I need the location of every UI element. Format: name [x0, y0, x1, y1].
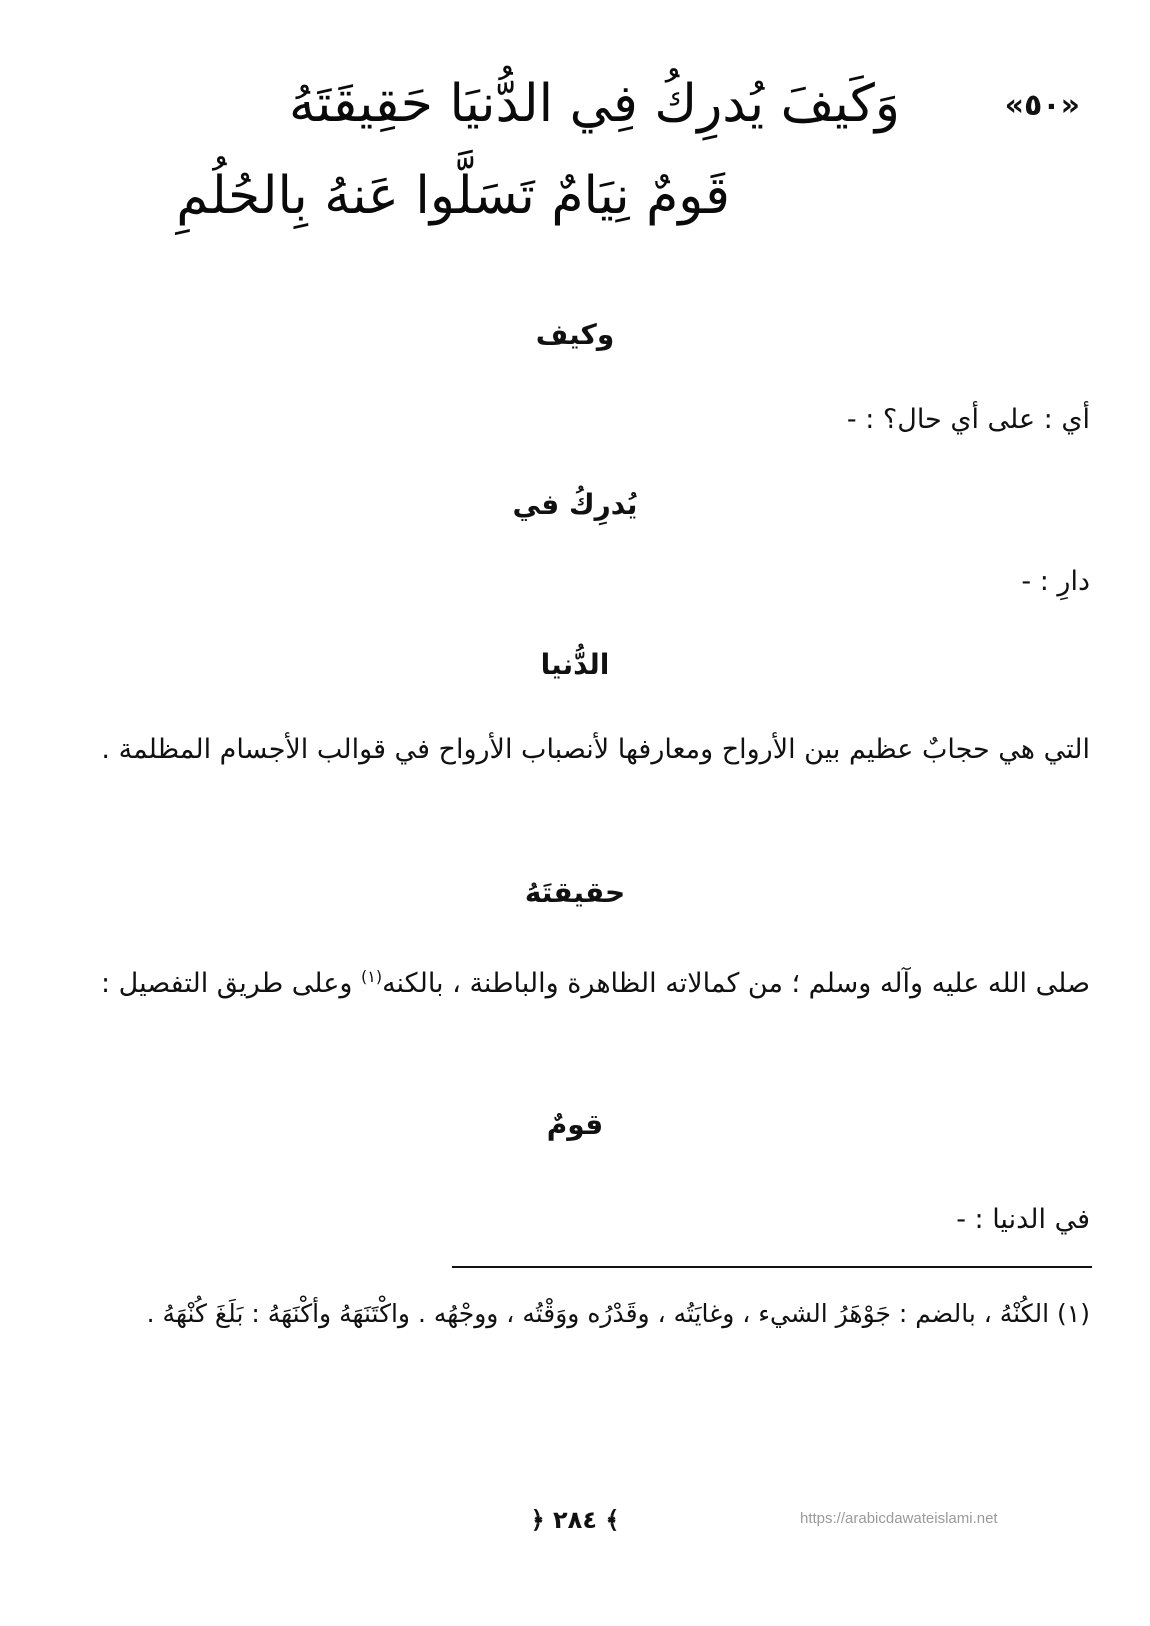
verse-number: «٥٠» — [1004, 88, 1080, 123]
verse-line-2: قَومٌ نِيَامٌ تَسَلَّوا عَنهُ بِالحُلُمِ — [176, 166, 730, 226]
watermark-url: https://arabicdawateislami.net — [800, 1510, 998, 1527]
page-number: ﴿ ٢٨٤ ﴾ — [530, 1506, 620, 1534]
section-text-dunya: التي هي حجابٌ عظيم بين الأرواح ومعارفها لأنصباب الأرواح في قوالب الأجسام المظلمة . — [101, 734, 1090, 765]
footnote-divider — [452, 1266, 1092, 1268]
section-text-yudrik: دارِ : - — [1021, 566, 1090, 597]
section-heading-qawm: قومٌ — [546, 1108, 604, 1141]
footnote-mark: (١) — [360, 967, 383, 986]
section-text-wakayfa: أي : على أي حال؟ : - — [846, 404, 1090, 435]
section-text-haqiqatahu-before: صلى الله عليه وآله وسلم ؛ من كمالاته الظاهرة والباطنة ، بالكنه — [382, 968, 1090, 999]
section-heading-wakayfa: وكيف — [535, 318, 615, 351]
section-text-qawm: في الدنيا : - — [956, 1204, 1090, 1235]
section-heading-haqiqatahu: حقيقتَهُ — [524, 876, 626, 909]
section-text-haqiqatahu-after: وعلى طريق التفصيل : — [100, 968, 353, 999]
section-text-haqiqatahu — [60, 952, 1090, 1016]
footnote: (١) الكُنْهُ ، بالضم : جَوْهَرُ الشيء ، وغايَتُه ، وقَدْرُه ووَقْتُه ، ووجْهُه . واكْتَنَهَهُ وأكْنَهَهُ : بَلَغَ كُنْهَهُ . — [146, 1299, 1090, 1328]
section-heading-yudrik: يُدرِكُ في — [512, 488, 638, 521]
section-heading-dunya: الدُّنيا — [540, 648, 610, 681]
verse-line-1: وَكَيفَ يُدرِكُ فِي الدُّنيَا حَقِيقَتَهُ — [288, 74, 900, 134]
